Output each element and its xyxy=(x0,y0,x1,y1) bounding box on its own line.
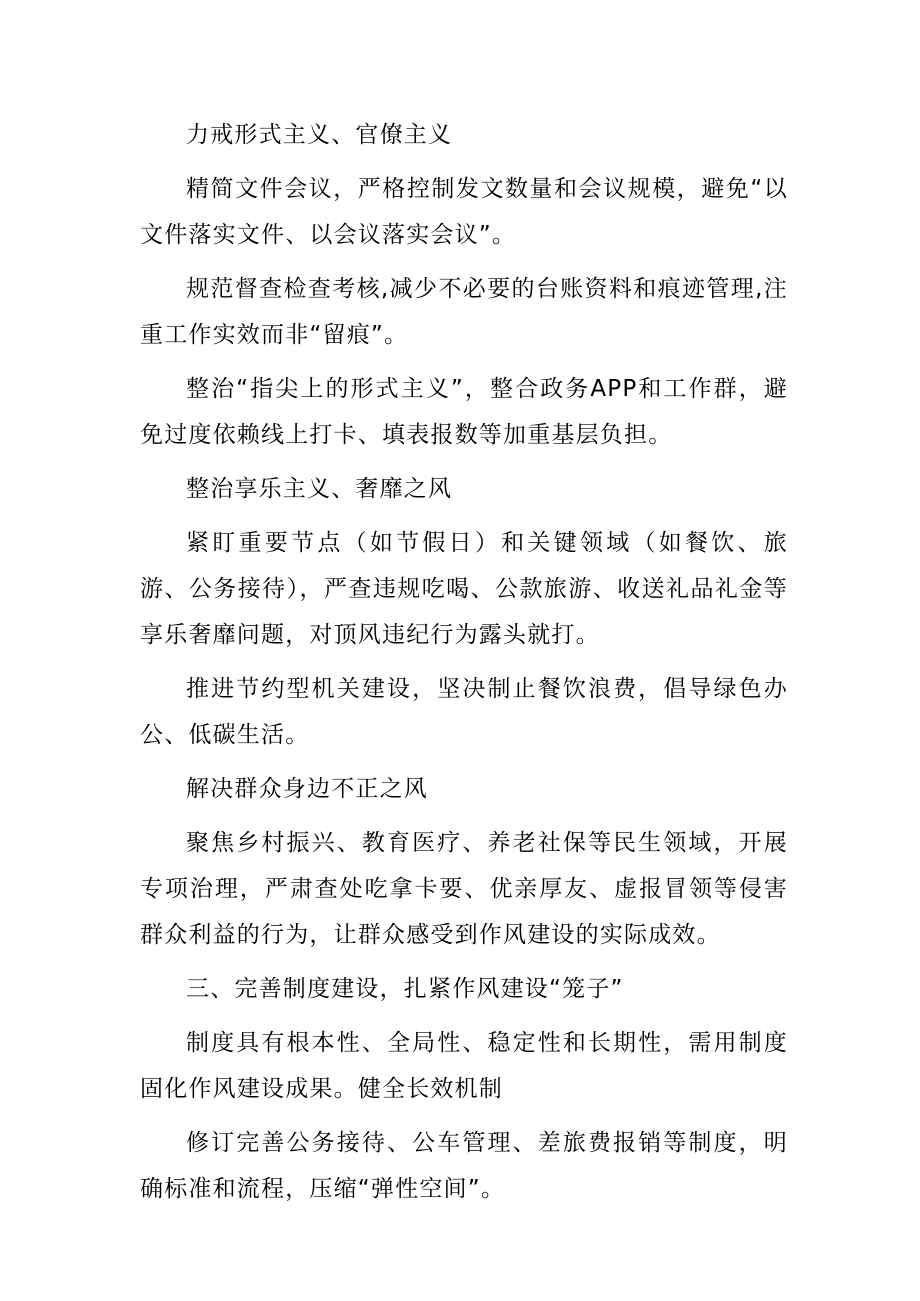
paragraph: 紧盯重要节点（如节假日）和关键领域（如餐饮、旅游、公务接待），严查违规吃喝、公款旅游、收送礼品礼金等享乐奢靡问题，对顶风违纪行为露头就打。 xyxy=(140,530,788,648)
paragraph: 推进节约型机关建设，坚决制止餐饮浪费，倡导绿色办公、低碳生活。 xyxy=(140,676,788,748)
section-heading: 力戒形式主义、官僚主义 xyxy=(186,122,453,148)
paragraph: 聚焦乡村振兴、教育医疗、养老社保等民生领域，开展专项治理，严肃查处吃拿卡要、优亲厚友、虚报冒领等侵害群众利益的行为，让群众感受到作风建设的实际成效。 xyxy=(140,830,788,948)
section-heading: 解决群众身边不正之风 xyxy=(186,776,428,802)
paragraph: 整治“指尖上的形式主义”，整合政务APP和工作群，避免过度依赖线上打卡、填表报数等加重基层负担。 xyxy=(140,376,788,448)
paragraph: 规范督查检查考核,减少不必要的台账资料和痕迹管理,注重工作实效而非“留痕”。 xyxy=(140,276,788,348)
paragraph: 精简文件会议，严格控制发文数量和会议规模，避免“以文件落实文件、以会议落实会议”。 xyxy=(140,176,788,248)
paragraph: 制度具有根本性、全局性、稳定性和长期性，需用制度固化作风建设成果。健全长效机制 xyxy=(140,1030,788,1102)
section-heading: 整治享乐主义、奢靡之风 xyxy=(186,476,453,502)
document-body xyxy=(140,112,788,1220)
paragraph: 修订完善公务接待、公车管理、差旅费报销等制度，明确标准和流程，压缩“弹性空间”。 xyxy=(140,1130,788,1202)
section-heading: 三、完善制度建设，扎紧作风建设“笼子” xyxy=(186,976,624,1002)
